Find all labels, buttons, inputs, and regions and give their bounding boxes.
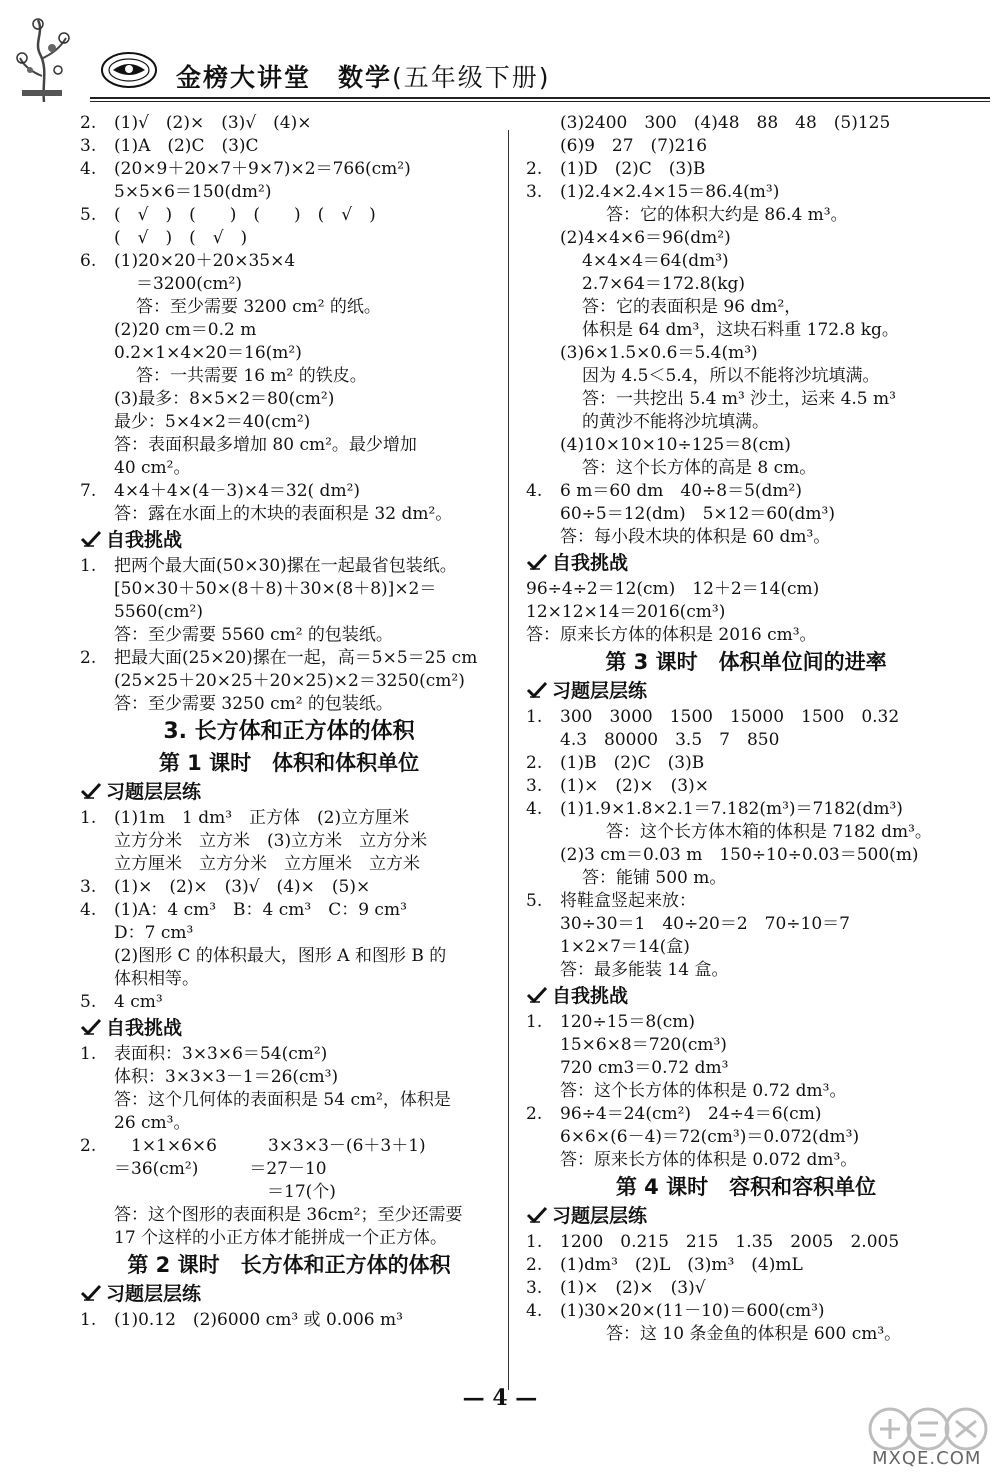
checkmark-pencil-icon bbox=[80, 1284, 102, 1302]
answer-text: 答：至少需要 5560 cm² 的包装纸。 bbox=[114, 625, 393, 645]
answer-line bbox=[526, 365, 966, 388]
answer-line bbox=[526, 434, 966, 457]
answer-line bbox=[80, 503, 498, 526]
answer-line bbox=[526, 480, 966, 503]
answer-text: 将鞋盒竖起来放： bbox=[560, 891, 696, 911]
answer-line bbox=[526, 181, 966, 204]
answer-line bbox=[80, 624, 498, 647]
question-number: 2. bbox=[526, 159, 543, 179]
question-number: 1. bbox=[80, 1310, 97, 1330]
answer-text: ＝17(个) bbox=[114, 1182, 336, 1202]
answer-text: 答：最多能装 14 盒。 bbox=[560, 960, 729, 980]
answer-line bbox=[80, 693, 498, 716]
lesson-title: 第 1 课时 体积和体积单位 bbox=[158, 751, 420, 775]
answer-line bbox=[526, 250, 966, 273]
section-heading-label: 习题层层练 bbox=[552, 1205, 648, 1227]
answer-text: 答：它的表面积是 96 dm²， bbox=[582, 297, 802, 317]
answer-text: 30÷30＝1 40÷20＝2 70÷10＝7 bbox=[560, 914, 850, 934]
section-heading bbox=[80, 1280, 498, 1309]
answer-text: (3)6×1.5×0.6＝5.4(m³) bbox=[560, 343, 758, 363]
answer-text: (1)dm³ (2)L (3)m³ (4)mL bbox=[560, 1255, 803, 1275]
question-number: 7. bbox=[80, 481, 97, 501]
lesson-title: 第 3 课时 体积单位间的进率 bbox=[605, 650, 887, 674]
answer-text: 6 m＝60 dm 40÷8＝5(dm²) bbox=[560, 481, 802, 501]
question-number: 3. bbox=[80, 877, 97, 897]
answer-text: 4 cm³ bbox=[114, 992, 163, 1012]
section-heading-label: 习题层层练 bbox=[106, 781, 202, 803]
answer-text: 5560(cm²) bbox=[114, 602, 203, 622]
answer-line bbox=[80, 319, 498, 342]
answer-line bbox=[526, 135, 966, 158]
answer-text: 答：能铺 500 m。 bbox=[582, 868, 727, 888]
header-rule-thin bbox=[90, 101, 990, 102]
answer-text: 立方厘米 立方分米 立方厘米 立方米 bbox=[114, 854, 420, 874]
answer-line bbox=[526, 1300, 966, 1323]
answer-text: 答：这个几何体的表面积是 54 cm²，体积是 bbox=[114, 1090, 451, 1110]
answer-text: 答：它的体积大约是 86.4 m³。 bbox=[606, 205, 848, 225]
checkmark-pencil-icon bbox=[80, 530, 102, 548]
answer-text: [50×30＋50×(8＋8)＋30×(8＋8)]×2＝ bbox=[114, 579, 437, 599]
answer-text: 1×1×6×6 3×3×3－(6＋3＋1) bbox=[114, 1136, 426, 1156]
answer-text: 因为 4.5＜5.4，所以不能将沙坑填满。 bbox=[582, 366, 880, 386]
answer-line bbox=[80, 204, 498, 227]
answer-line bbox=[526, 411, 966, 434]
answer-text: 答：这个长方体的体积是 0.72 dm³。 bbox=[560, 1081, 847, 1101]
answer-text: 表面积：3×3×6＝54(cm²) bbox=[114, 1044, 328, 1064]
answer-line bbox=[526, 1080, 966, 1103]
answer-text: (2)图形 C 的体积最大，图形 A 和图形 B 的 bbox=[114, 946, 447, 966]
right-column bbox=[526, 112, 966, 1346]
answer-line bbox=[526, 273, 966, 296]
answer-text: (1)1.9×1.8×2.1＝7.182(m³)＝7182(dm³) bbox=[560, 799, 903, 819]
answer-text: (1)D (2)C (3)B bbox=[560, 159, 706, 179]
answer-text: 1×2×7＝14(盒) bbox=[560, 937, 690, 957]
answer-text: 体积是 64 dm³，这块石料重 172.8 kg。 bbox=[582, 320, 899, 340]
question-number: 3. bbox=[526, 182, 543, 202]
answer-text: (25×25＋20×25＋20×25)×2＝3250(cm²) bbox=[114, 671, 465, 691]
answer-line bbox=[80, 296, 498, 319]
answer-line bbox=[80, 1309, 498, 1332]
answer-line bbox=[80, 899, 498, 922]
answer-line bbox=[80, 480, 498, 503]
answer-text: 立方分米 立方米 (3)立方米 立方分米 bbox=[114, 831, 428, 851]
question-number: 3. bbox=[80, 136, 97, 156]
question-number: 3. bbox=[526, 776, 543, 796]
answer-line bbox=[80, 1158, 498, 1181]
answer-line bbox=[80, 853, 498, 876]
question-number: 1. bbox=[526, 1232, 543, 1252]
answer-text: (3)2400 300 (4)48 88 48 (5)125 bbox=[560, 113, 891, 133]
checkmark-pencil-icon bbox=[526, 681, 548, 699]
answer-text: 答：这 10 条金鱼的体积是 600 cm³。 bbox=[606, 1324, 902, 1344]
answer-text: 答：表面积最多增加 80 cm²。最少增加 bbox=[114, 435, 417, 455]
answer-text: D：7 cm³ bbox=[114, 923, 194, 943]
answer-text: 把最大面(25×20)摞在一起，高＝5×5＝25 cm bbox=[114, 648, 478, 668]
answer-line bbox=[526, 1323, 966, 1346]
watermark-text: MXQE.COM bbox=[872, 1448, 982, 1469]
answer-line bbox=[526, 1149, 966, 1172]
question-number: 5. bbox=[80, 992, 97, 1012]
answer-text: (6)9 27 (7)216 bbox=[560, 136, 708, 156]
answer-text: (20×9＋20×7＋9×7)×2＝766(cm²) bbox=[114, 159, 411, 179]
answer-text: 40 cm²。 bbox=[114, 458, 191, 478]
page-number: — 4 — bbox=[462, 1385, 538, 1411]
question-number: 6. bbox=[80, 251, 97, 271]
section-heading bbox=[80, 526, 498, 555]
answer-text: 1200 0.215 215 1.35 2005 2.005 bbox=[560, 1232, 900, 1252]
answer-line bbox=[526, 388, 966, 411]
question-number: 5. bbox=[80, 205, 97, 225]
question-number: 2. bbox=[80, 648, 97, 668]
answer-line bbox=[80, 457, 498, 480]
brand-eye-logo-icon bbox=[100, 50, 158, 90]
question-number: 4. bbox=[526, 1301, 543, 1321]
answer-text: (2)4×4×6＝96(dm²) bbox=[560, 228, 731, 248]
answer-line bbox=[526, 729, 966, 752]
checkmark-pencil-icon bbox=[80, 782, 102, 800]
answer-text: (2)20 cm＝0.2 m bbox=[114, 320, 257, 340]
answer-line bbox=[526, 158, 966, 181]
answer-text: 体积：3×3×3－1＝26(cm³) bbox=[114, 1067, 339, 1087]
answer-text: (1)0.12 (2)6000 cm³ 或 0.006 m³ bbox=[114, 1310, 403, 1330]
question-number: 1. bbox=[526, 1012, 543, 1032]
answer-line bbox=[526, 844, 966, 867]
question-number: 1. bbox=[80, 556, 97, 576]
answer-text: (1)× (2)× (3)√ (4)× (5)× bbox=[114, 877, 371, 897]
answer-line bbox=[526, 1254, 966, 1277]
answer-text: 答：这个长方体木箱的体积是 7182 dm³。 bbox=[606, 822, 932, 842]
answer-text: 96÷4＝24(cm²) 24÷4＝6(cm) bbox=[560, 1104, 822, 1124]
answer-text: (2)3 cm＝0.03 m 150÷10÷0.03＝500(m) bbox=[560, 845, 919, 865]
answer-line bbox=[526, 503, 966, 526]
answer-line bbox=[526, 112, 966, 135]
answer-text: 答：原来长方体的体积是 2016 cm³。 bbox=[526, 625, 817, 645]
unit-title: 3. 长方体和正方体的体积 bbox=[163, 719, 415, 744]
answer-text: (1)√ (2)× (3)√ (4)× bbox=[114, 113, 312, 133]
section-heading-label: 习题层层练 bbox=[106, 1283, 202, 1305]
answer-line bbox=[80, 876, 498, 899]
answer-line bbox=[80, 670, 498, 693]
answer-line bbox=[526, 319, 966, 342]
answer-line bbox=[80, 411, 498, 434]
answer-line bbox=[526, 936, 966, 959]
answer-text: 的黄沙不能将沙坑填满。 bbox=[582, 412, 769, 432]
question-number: 1. bbox=[80, 1044, 97, 1064]
answer-text: (1)2.4×2.4×15＝86.4(m³) bbox=[560, 182, 780, 202]
answer-line bbox=[526, 296, 966, 319]
answer-text: ＝3200(cm²) bbox=[136, 274, 242, 294]
answer-line bbox=[80, 158, 498, 181]
answer-line bbox=[526, 706, 966, 729]
answer-line bbox=[526, 1126, 966, 1149]
lesson-title: 第 4 课时 容积和容积单位 bbox=[615, 1175, 877, 1199]
answer-text: (1)20×20＋20×35×4 bbox=[114, 251, 296, 271]
answer-text: (1)A：4 cm³ B：4 cm³ C：9 cm³ bbox=[114, 900, 407, 920]
answer-text: 答：露在水面上的木块的表面积是 32 dm²。 bbox=[114, 504, 453, 524]
section-heading-label: 习题层层练 bbox=[552, 680, 648, 702]
answer-line bbox=[80, 1043, 498, 1066]
checkmark-pencil-icon bbox=[80, 1018, 102, 1036]
answer-text: (1)1m 1 dm³ 正方体 (2)立方厘米 bbox=[114, 808, 410, 828]
answer-line bbox=[80, 273, 498, 296]
answer-line bbox=[526, 204, 966, 227]
answer-text: 120÷15＝8(cm) bbox=[560, 1012, 696, 1032]
answer-text: 4×4＋4×(4－3)×4＝32( dm²) bbox=[114, 481, 361, 501]
answer-line bbox=[80, 112, 498, 135]
question-number: 2. bbox=[80, 1136, 97, 1156]
answer-line bbox=[80, 1204, 498, 1227]
answer-line bbox=[80, 555, 498, 578]
answer-text: 答：至少需要 3250 cm² 的包装纸。 bbox=[114, 694, 393, 714]
answer-text: 2.7×64＝172.8(kg) bbox=[582, 274, 746, 294]
answer-text: (4)10×10×10÷125＝8(cm) bbox=[560, 435, 791, 455]
section-heading bbox=[80, 778, 498, 807]
answer-line bbox=[526, 752, 966, 775]
question-number: 4. bbox=[80, 900, 97, 920]
answer-line bbox=[526, 1231, 966, 1254]
answer-line bbox=[80, 1135, 498, 1158]
answer-line bbox=[526, 913, 966, 936]
answer-text: 答：每小段木块的体积是 60 dm³。 bbox=[560, 527, 831, 547]
answer-line bbox=[80, 601, 498, 624]
answer-line bbox=[526, 601, 966, 624]
answer-text: (1)× (2)× (3)× bbox=[560, 776, 709, 796]
answer-line bbox=[80, 991, 498, 1014]
answer-text: 720 cm3＝0.72 dm³ bbox=[560, 1058, 729, 1078]
section-heading bbox=[526, 549, 966, 578]
question-number: 2. bbox=[526, 1255, 543, 1275]
answer-text: 96÷4÷2＝12(cm) 12＋2＝14(cm) bbox=[526, 579, 820, 599]
question-number: 1. bbox=[80, 808, 97, 828]
answer-line bbox=[80, 1227, 498, 1250]
answer-text: 最少：5×4×2＝40(cm²) bbox=[114, 412, 311, 432]
lesson-title: 第 2 课时 长方体和正方体的体积 bbox=[127, 1253, 451, 1277]
section-heading bbox=[526, 982, 966, 1011]
answer-text: (1)A (2)C (3)C bbox=[114, 136, 259, 156]
answer-line bbox=[526, 775, 966, 798]
answer-line bbox=[526, 342, 966, 365]
answer-line bbox=[80, 922, 498, 945]
answer-line bbox=[80, 388, 498, 411]
answer-text: ( √ ) ( √ ) bbox=[114, 228, 248, 248]
answer-line bbox=[526, 1057, 966, 1080]
answer-text: 答：一共需要 16 m² 的铁皮。 bbox=[136, 366, 367, 386]
section-heading-label: 自我挑战 bbox=[106, 529, 183, 551]
answer-line bbox=[526, 959, 966, 982]
page-header bbox=[0, 0, 1000, 110]
answer-line bbox=[526, 821, 966, 844]
answer-text: (3)最多：8×5×2＝80(cm²) bbox=[114, 389, 335, 409]
answer-text: 答：一共挖出 5.4 m³ 沙土，运来 4.5 m³ bbox=[582, 389, 896, 409]
checkmark-pencil-icon bbox=[526, 986, 548, 1004]
answer-line bbox=[526, 526, 966, 549]
answer-line bbox=[80, 1066, 498, 1089]
checkmark-pencil-icon bbox=[526, 1206, 548, 1224]
section-heading-label: 自我挑战 bbox=[552, 552, 629, 574]
answer-line bbox=[526, 227, 966, 250]
answer-text: 4.3 80000 3.5 7 850 bbox=[560, 730, 780, 750]
answer-line bbox=[526, 1034, 966, 1057]
answer-line bbox=[80, 1181, 498, 1204]
question-number: 3. bbox=[526, 1278, 543, 1298]
answer-text: 答：原来长方体的体积是 0.072 dm³。 bbox=[560, 1150, 858, 1170]
answer-line bbox=[80, 578, 498, 601]
answer-text: ( √ ) ( ) ( ) ( √ ) bbox=[114, 205, 376, 225]
answer-line bbox=[80, 135, 498, 158]
answer-text: 答：这个长方体的高是 8 cm。 bbox=[582, 458, 817, 478]
answer-line bbox=[526, 457, 966, 480]
answer-line bbox=[80, 807, 498, 830]
answer-line bbox=[80, 830, 498, 853]
answer-text: 答：至少需要 3200 cm² 的纸。 bbox=[136, 297, 381, 317]
answer-line bbox=[80, 434, 498, 457]
answer-text: 6×6×(6－4)＝72(cm³)＝0.072(dm³) bbox=[560, 1127, 860, 1147]
answer-line bbox=[80, 1112, 498, 1135]
header-title: 金榜大讲堂 数学(五年级下册) bbox=[176, 63, 551, 92]
section-heading-label: 自我挑战 bbox=[106, 1017, 183, 1039]
checkmark-pencil-icon bbox=[526, 553, 548, 571]
answer-line bbox=[526, 578, 966, 601]
question-number: 4. bbox=[80, 159, 97, 179]
answer-text: 4×4×4＝64(dm³) bbox=[582, 251, 729, 271]
answer-text: 体积相等。 bbox=[114, 969, 199, 989]
answer-text: 60÷5＝12(dm) 5×12＝60(dm³) bbox=[560, 504, 835, 524]
answer-text: 答：这个图形的表面积是 36cm²；至少还需要 bbox=[114, 1205, 463, 1225]
answer-line bbox=[80, 342, 498, 365]
plum-blossom-decoration-icon bbox=[14, 14, 78, 104]
answer-text: (1)× (2)× (3)√ bbox=[560, 1278, 706, 1298]
answer-text: ＝36(cm²) ＝27－10 bbox=[114, 1159, 327, 1179]
answer-text: 12×12×14＝2016(cm³) bbox=[526, 602, 726, 622]
question-number: 1. bbox=[526, 707, 543, 727]
answer-line bbox=[526, 867, 966, 890]
answer-text: 0.2×1×4×20＝16(m²) bbox=[114, 343, 302, 363]
answer-text: 5×5×6＝150(dm²) bbox=[114, 182, 272, 202]
left-column bbox=[80, 112, 498, 1332]
answer-text: 300 3000 1500 15000 1500 0.32 bbox=[560, 707, 900, 727]
answer-line bbox=[526, 798, 966, 821]
question-number: 5. bbox=[526, 891, 543, 911]
header-rule bbox=[90, 97, 990, 99]
answer-text: 26 cm³。 bbox=[114, 1113, 191, 1133]
answer-text: (1)B (2)C (3)B bbox=[560, 753, 705, 773]
column-divider bbox=[508, 130, 509, 1390]
question-number: 4. bbox=[526, 799, 543, 819]
answer-line bbox=[526, 624, 966, 647]
answer-line bbox=[80, 1089, 498, 1112]
question-number: 2. bbox=[80, 113, 97, 133]
answer-text: 17 个这样的小正方体才能拼成一个正方体。 bbox=[114, 1228, 448, 1248]
question-number: 4. bbox=[526, 481, 543, 501]
section-heading bbox=[80, 1014, 498, 1043]
section-heading bbox=[526, 1202, 966, 1231]
answer-line bbox=[80, 365, 498, 388]
answer-line bbox=[526, 1103, 966, 1126]
question-number: 2. bbox=[526, 1104, 543, 1124]
answer-text: 把两个最大面(50×30)摞在一起最省包装纸。 bbox=[114, 556, 457, 576]
answer-line bbox=[80, 227, 498, 250]
section-heading-label: 自我挑战 bbox=[552, 985, 629, 1007]
answer-line bbox=[80, 250, 498, 273]
section-heading bbox=[526, 677, 966, 706]
question-number: 2. bbox=[526, 753, 543, 773]
answer-line bbox=[80, 945, 498, 968]
answer-line bbox=[526, 1277, 966, 1300]
answer-line bbox=[526, 890, 966, 913]
answer-line bbox=[80, 181, 498, 204]
answer-line bbox=[80, 968, 498, 991]
answer-text: 15×6×8＝720(cm³) bbox=[560, 1035, 727, 1055]
answer-line bbox=[80, 647, 498, 670]
answer-text: (1)30×20×(11－10)＝600(cm³) bbox=[560, 1301, 825, 1321]
answer-line bbox=[526, 1011, 966, 1034]
